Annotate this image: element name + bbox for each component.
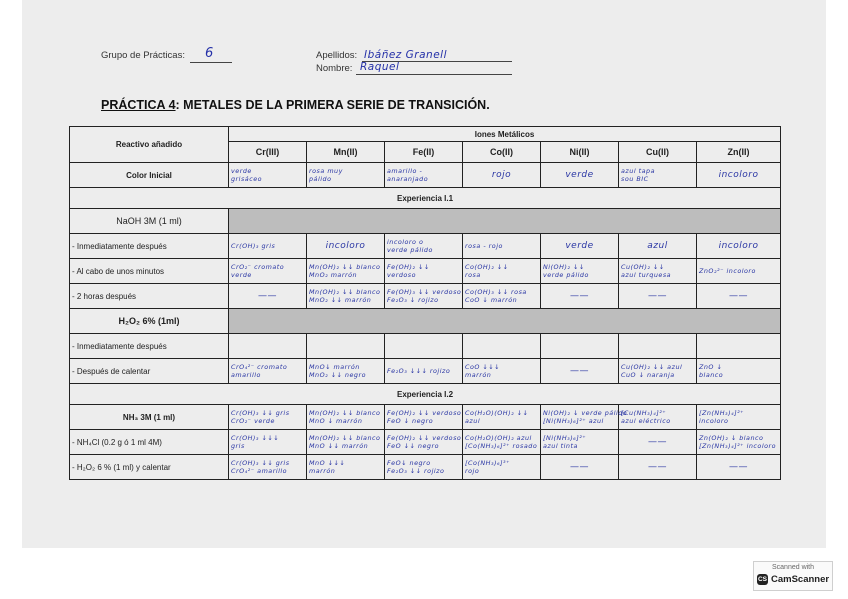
observation-cell-znii xyxy=(697,284,781,309)
reactivo-header: Reactivo añadido xyxy=(70,127,229,163)
observation-line: Co(H₂O)(OH)₂ azul xyxy=(465,434,532,442)
observation-cell-criii xyxy=(229,359,307,384)
table-row xyxy=(70,284,781,309)
observation-cell-mnii xyxy=(307,234,385,259)
observation-line: —— xyxy=(570,462,589,472)
row-label: - 2 horas después xyxy=(70,284,229,309)
observation-cell-znii xyxy=(697,234,781,259)
observation-line: incoloro xyxy=(325,241,366,251)
observation-line: sou BIC xyxy=(621,175,649,183)
camscanner-badge xyxy=(753,561,833,591)
observation-cell-feii xyxy=(385,430,463,455)
observation-line: azul turquesa xyxy=(621,271,672,279)
observation-cell-mnii xyxy=(307,334,385,359)
observation-cell-feii xyxy=(385,234,463,259)
observation-cell-cuii xyxy=(619,284,697,309)
observation-cell-coii xyxy=(463,405,541,430)
observation-line: CrO₄²⁻ amarillo xyxy=(231,467,288,475)
observation-line: Ni(OH)₂ ↓↓ xyxy=(543,263,585,271)
observation-line: CoO ↓ marrón xyxy=(465,296,518,304)
group-underline xyxy=(190,62,232,63)
reagent-h2o2: H₂O₂ 6% (1ml) xyxy=(70,309,229,334)
observation-cell-niii xyxy=(541,259,619,284)
observation-line: verde pálido xyxy=(543,271,589,279)
observation-line: Fe(OH)₂ ↓↓ verdoso xyxy=(387,434,462,442)
row-label: Color Inicial xyxy=(70,163,229,188)
observation-line: [Co(NH₃)₆]³⁺ xyxy=(465,459,510,467)
observation-cell-criii xyxy=(229,430,307,455)
observation-cell-feii xyxy=(385,259,463,284)
ion-header-feii: Fe(II) xyxy=(385,142,463,163)
observation-cell-criii xyxy=(229,259,307,284)
name-underline xyxy=(356,74,512,75)
observation-line: Fe(OH)₂ ↓↓ xyxy=(387,263,430,271)
observation-line: —— xyxy=(729,291,749,301)
observation-line: Cr(OH)₃ gris xyxy=(231,242,276,250)
observation-line: verdoso xyxy=(387,271,417,279)
observation-line: —— xyxy=(648,291,667,301)
ion-header-criii: Cr(III) xyxy=(229,142,307,163)
table-row xyxy=(70,234,781,259)
name-label: Nombre: xyxy=(316,63,353,74)
observation-line: Ni(OH)₂ ↓ verde pálido xyxy=(543,409,628,417)
observation-line: Mn(OH)₂ ↓↓ blanco xyxy=(309,409,381,417)
observation-cell-coii xyxy=(463,259,541,284)
observation-cell-coii xyxy=(463,359,541,384)
shaded-cell xyxy=(229,209,781,234)
observation-line: rojo xyxy=(491,170,512,180)
observation-line: MnO↓ marrón xyxy=(309,363,360,371)
table-row xyxy=(70,359,781,384)
observation-line: —— xyxy=(648,462,667,472)
ion-header-niii: Ni(II) xyxy=(541,142,619,163)
observation-line: incoloro o xyxy=(387,238,424,246)
observation-line: marrón xyxy=(309,467,336,475)
surname-value: Ibáñez Granell xyxy=(364,49,447,61)
title-prefix: PRÁCTICA 4 xyxy=(101,98,176,112)
table-row xyxy=(70,430,781,455)
observation-cell-cuii xyxy=(619,430,697,455)
ion-header-coii: Co(II) xyxy=(463,142,541,163)
observation-line: ZnO ↓ xyxy=(699,363,723,371)
observation-line: FeO ↓↓ negro xyxy=(387,442,439,450)
observation-line: rosa - rojo xyxy=(465,242,503,250)
row-label: - H₂O₂ 6 % (1 ml) y calentar xyxy=(70,455,229,480)
observation-line: [Co(NH₃)₆]²⁺ rosado xyxy=(465,442,538,450)
observation-cell-niii xyxy=(541,430,619,455)
observation-line: Cr(OH)₃ ↓↓↓ xyxy=(231,434,280,442)
observation-cell-coii xyxy=(463,430,541,455)
observation-line: Fe₂O₃ ↓ rojizo xyxy=(387,296,439,304)
observation-line: Cu(OH)₂ ↓↓ xyxy=(621,263,665,271)
observation-cell-cuii xyxy=(619,334,697,359)
ion-header-cuii: Cu(II) xyxy=(619,142,697,163)
observation-line: Co(OH)₂ ↓↓ xyxy=(465,263,509,271)
observation-line: verde xyxy=(565,170,594,180)
observation-line: MnO ↓↓↓ xyxy=(309,459,346,467)
table-row xyxy=(70,334,781,359)
observation-line: Fe₂O₃ ↓↓↓ rojizo xyxy=(387,367,451,375)
observation-cell-niii xyxy=(541,359,619,384)
observation-cell-niii xyxy=(541,284,619,309)
observation-line: azul tapa xyxy=(621,167,656,175)
observation-line: Mn(OH)₂ ↓↓ blanco xyxy=(309,263,381,271)
observation-line: rojo xyxy=(465,467,480,475)
observation-cell-cuii xyxy=(619,405,697,430)
observation-cell-criii xyxy=(229,234,307,259)
group-value: 6 xyxy=(205,46,214,61)
observation-line: CrO₂⁻ verde xyxy=(231,417,275,425)
observation-line: CuO ↓ naranja xyxy=(621,371,675,379)
observation-cell-znii xyxy=(697,430,781,455)
observation-line: grisáceo xyxy=(231,175,263,183)
observation-line: verde xyxy=(565,241,594,251)
observation-cell-criii xyxy=(229,163,307,188)
observation-cell-cuii xyxy=(619,259,697,284)
observation-cell-coii xyxy=(463,455,541,480)
table-row xyxy=(70,455,781,480)
observation-line: [Cu(NH₃)₄]²⁺ xyxy=(621,409,667,417)
observation-line: FeO ↓ negro xyxy=(387,417,434,425)
observation-line: incoloro xyxy=(718,170,759,180)
observation-line: CrO₄²⁻ cromato xyxy=(231,363,288,371)
observation-cell-feii xyxy=(385,359,463,384)
shaded-cell xyxy=(229,309,781,334)
observation-line: gris xyxy=(231,442,245,450)
observation-cell-feii xyxy=(385,163,463,188)
observation-cell-znii xyxy=(697,163,781,188)
observation-cell-feii xyxy=(385,284,463,309)
observation-cell-coii xyxy=(463,334,541,359)
reagent-naoh: NaOH 3M (1 ml) xyxy=(70,209,229,234)
row-label: - Inmediatamente después xyxy=(70,334,229,359)
badge-scanned-with: Scanned with xyxy=(771,564,815,571)
reagent-row xyxy=(70,309,781,334)
page-title xyxy=(101,98,490,112)
observation-line: pálido xyxy=(309,175,332,183)
section-title-exp2: Experiencia I.2 xyxy=(70,384,781,405)
observation-line: azul xyxy=(465,417,481,425)
observation-cell-niii xyxy=(541,163,619,188)
observation-line: anaranjado xyxy=(387,175,429,183)
ions-header: Iones Metálicos xyxy=(229,127,781,142)
group-label: Grupo de Prácticas: xyxy=(101,50,185,61)
observation-cell-niii xyxy=(541,405,628,430)
observation-cell-mnii xyxy=(307,359,385,384)
observation-line: Fe₂O₃ ↓↓ rojizo xyxy=(387,467,445,475)
observation-cell-znii xyxy=(697,359,781,384)
observation-line: verde xyxy=(231,271,252,279)
observation-line: MnO ↓ marrón xyxy=(309,417,363,425)
badge-brand: CamScanner xyxy=(771,574,830,585)
row-label: NH₃ 3M (1 ml) xyxy=(70,405,229,430)
observation-line: marrón xyxy=(465,371,492,379)
observation-cell-mnii xyxy=(307,405,385,430)
camscanner-logo-icon: CS xyxy=(757,576,768,583)
observation-cell-feii xyxy=(385,455,463,480)
observation-line: Fe(OH)₂ ↓↓ verdoso xyxy=(387,409,462,417)
observation-cell-znii xyxy=(697,259,781,284)
observation-cell-criii xyxy=(229,405,307,430)
observation-line: Mn(OH)₂ ↓↓ blanco xyxy=(309,434,381,442)
observation-line: MnO₂ marrón xyxy=(309,271,358,279)
table-row xyxy=(70,405,781,430)
observation-cell-coii xyxy=(463,284,541,309)
observation-line: verde xyxy=(231,167,252,175)
table-row xyxy=(70,163,781,188)
observation-cell-niii xyxy=(541,334,619,359)
observation-cell-mnii xyxy=(307,455,385,480)
observation-line: Co(OH)₃ ↓↓ rosa xyxy=(465,288,527,296)
observation-line: —— xyxy=(258,291,277,301)
observation-line: MnO₂ ↓↓ negro xyxy=(309,371,367,379)
observation-line: MnO₂ ↓↓ marrón xyxy=(309,296,372,304)
observation-line: MnO ↓↓ marrón xyxy=(309,442,369,450)
table-row xyxy=(70,259,781,284)
observation-line: verde pálido xyxy=(387,246,433,254)
observation-cell-criii xyxy=(229,284,307,309)
observation-line: FeO↓ negro xyxy=(387,459,431,467)
observation-cell-mnii xyxy=(307,259,385,284)
observation-line: Co(H₂O)(OH)₂ ↓↓ xyxy=(465,409,529,417)
section-row xyxy=(70,188,781,209)
observation-cell-criii xyxy=(229,334,307,359)
observation-line: Zn(OH)₂ ↓ blanco xyxy=(699,434,764,442)
observation-line: CrO₂⁻ cromato xyxy=(231,263,285,271)
row-label: - Al cabo de unos minutos xyxy=(70,259,229,284)
observation-line: rosa xyxy=(465,271,481,279)
observation-cell-cuii xyxy=(619,359,697,384)
ion-header-mnii: Mn(II) xyxy=(307,142,385,163)
observation-line: azul xyxy=(647,241,668,251)
table-header-row xyxy=(70,127,781,142)
observation-line: Mn(OH)₂ ↓↓ blanco xyxy=(309,288,381,296)
section-row xyxy=(70,384,781,405)
observation-line: —— xyxy=(570,291,589,301)
observation-line: [Zn(NH₃)₄]²⁺ xyxy=(699,409,745,417)
observation-line: Cu(OH)₂ ↓↓ azul xyxy=(621,363,683,371)
observation-line: amarillo - xyxy=(387,167,423,175)
observation-line: azul eléctrico xyxy=(621,417,671,425)
observation-cell-znii xyxy=(697,405,781,430)
observation-cell-feii xyxy=(385,334,463,359)
observation-cell-mnii xyxy=(307,430,385,455)
observation-line: —— xyxy=(570,366,589,376)
section-title-exp1: Experiencia I.1 xyxy=(70,188,781,209)
observation-cell-cuii xyxy=(619,163,697,188)
row-label: - Inmediatamente después xyxy=(70,234,229,259)
observation-line: incoloro xyxy=(699,417,729,425)
name-value: Raquel xyxy=(360,61,400,73)
observation-cell-mnii xyxy=(307,163,385,188)
observation-line: CoO ↓↓↓ xyxy=(465,363,500,371)
observation-cell-feii xyxy=(385,405,463,430)
observation-line: amarillo xyxy=(231,371,261,379)
observation-line: [Zn(NH₃)₄]²⁺ incoloro xyxy=(699,442,777,450)
observation-line: ZnO₂²⁻ incoloro xyxy=(699,267,756,275)
observation-cell-znii xyxy=(697,334,781,359)
observation-cell-znii xyxy=(697,455,781,480)
observation-line: incoloro xyxy=(718,241,759,251)
observation-cell-coii xyxy=(463,234,541,259)
title-rest: : METALES DE LA PRIMERA SERIE DE TRANSICIÓN. xyxy=(175,98,490,112)
observation-line: azul tinta xyxy=(543,442,578,450)
observation-cell-niii xyxy=(541,234,619,259)
observation-cell-cuii xyxy=(619,455,697,480)
observation-cell-mnii xyxy=(307,284,385,309)
results-table xyxy=(69,126,781,480)
observation-line: Cr(OH)₃ ↓↓ gris xyxy=(231,409,290,417)
observation-cell-cuii xyxy=(619,234,697,259)
observation-line: rosa muy xyxy=(309,167,343,175)
observation-line: —— xyxy=(729,462,749,472)
reagent-row xyxy=(70,209,781,234)
observation-line: blanco xyxy=(699,371,724,379)
observation-line: [Ni(NH₃)₆]²⁺ xyxy=(543,434,587,442)
observation-cell-criii xyxy=(229,455,307,480)
observation-cell-niii xyxy=(541,455,619,480)
observation-line: —— xyxy=(648,437,667,447)
row-label: - NH₄Cl (0.2 g ó 1 ml 4M) xyxy=(70,430,229,455)
row-label: - Después de calentar xyxy=(70,359,229,384)
observation-line: [Ni(NH₃)₆]²⁺ azul xyxy=(543,417,604,425)
ion-header-znii: Zn(II) xyxy=(697,142,781,163)
observation-line: Fe(OH)₃ ↓↓ verdoso xyxy=(387,288,462,296)
observation-line: Cr(OH)₃ ↓↓ gris xyxy=(231,459,290,467)
observation-cell-coii xyxy=(463,163,541,188)
surname-label: Apellidos: xyxy=(316,50,358,61)
